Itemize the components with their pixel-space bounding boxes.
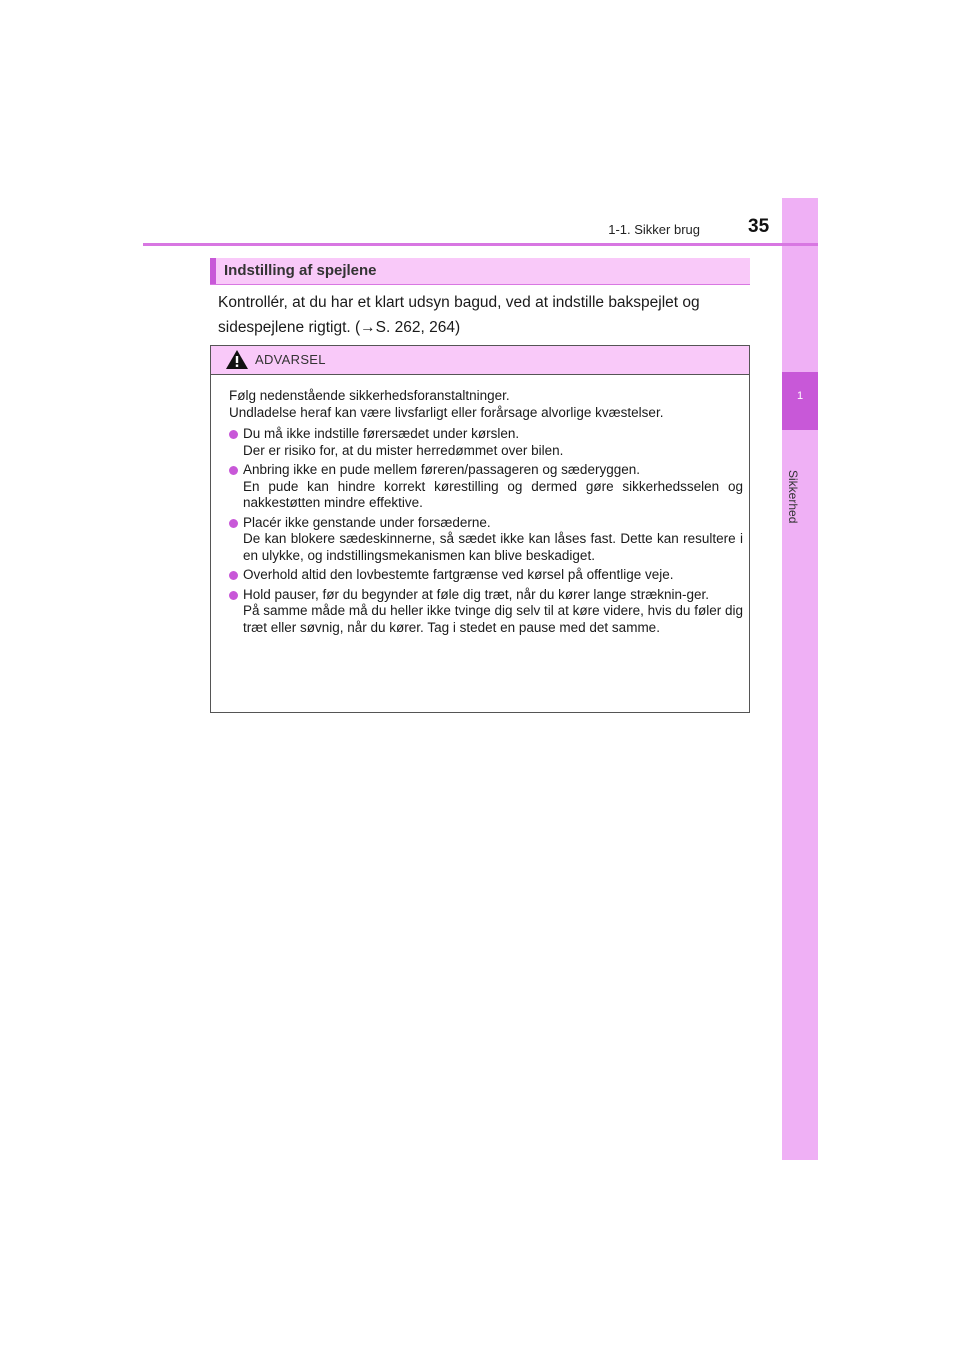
warning-item-line: Overhold altid den lovbestemte fartgrænse ved kørsel på offentlige veje. <box>243 567 674 582</box>
chapter-number: 1 <box>796 390 804 402</box>
warning-list <box>229 426 743 636</box>
section-heading-bar <box>210 258 750 285</box>
warning-item-line: Du må ikke indstille førersædet under kørslen. <box>243 426 520 441</box>
warning-triangle-icon <box>225 349 249 375</box>
bullet-dot-icon <box>229 571 238 580</box>
bullet-dot-icon <box>229 466 238 475</box>
warning-item-line: En pude kan hindre korrekt kørestilling og dermed gøre sikkerhedsselen og nakkestøtten mindre effektive. <box>243 478 743 510</box>
warning-item-line: På samme måde må du heller ikke tvinge dig selv til at køre videre, hvis du føler dig træt eller søvnig, når du kører. Tag i stedet en pause med det samme. <box>243 603 743 635</box>
chapter-name: Sikkerhed <box>786 470 800 524</box>
warning-item-line: Der er risiko for, at du mister herredømmet over bilen. <box>243 442 564 458</box>
header-divider <box>143 243 818 246</box>
running-header-section: 1-1. Sikker brug <box>608 222 700 237</box>
warning-item <box>229 426 743 459</box>
warning-item-line: De kan blokere sædeskinnerne, så sædet ikke kan låses fast. Dette kan resultere i en ulykke, og indstillingsmekanismen kan blive beskadiget. <box>243 531 743 563</box>
warning-intro-line: Undladelse heraf kan være livsfarligt eller forårsage alvorlige kvæstelser. <box>229 404 664 420</box>
warning-intro-line: Følg nedenstående sikkerhedsforanstaltninger. <box>229 388 510 403</box>
bullet-dot-icon <box>229 519 238 528</box>
warning-box <box>210 345 750 713</box>
warning-item <box>229 515 743 565</box>
heading-accent <box>210 258 216 284</box>
warning-item <box>229 567 743 584</box>
warning-title: ADVARSEL <box>255 352 326 367</box>
bullet-dot-icon <box>229 430 238 439</box>
warning-item-line: Hold pauser, før du begynder at føle dig træt, når du kører lange stræknin-ger. <box>243 586 709 602</box>
warning-header <box>211 346 749 375</box>
warning-item <box>229 462 743 512</box>
chapter-side-tab <box>782 198 818 1160</box>
bullet-dot-icon <box>229 591 238 600</box>
warning-item <box>229 587 743 637</box>
warning-item-line: Placér ikke genstande under forsæderne. <box>243 514 491 530</box>
warning-body <box>229 388 743 636</box>
section-intro: Kontrollér, at du har et klart udsyn bagud, ved at indstille bakspejlet og sidespejlene rigtigt. (→S. 262, 264) <box>218 294 700 336</box>
section-heading: Indstilling af spejlene <box>224 262 377 279</box>
warning-item-line: Anbring ikke en pude mellem føreren/passageren og sæderyggen. <box>243 462 640 477</box>
page-number: 35 <box>748 216 770 237</box>
